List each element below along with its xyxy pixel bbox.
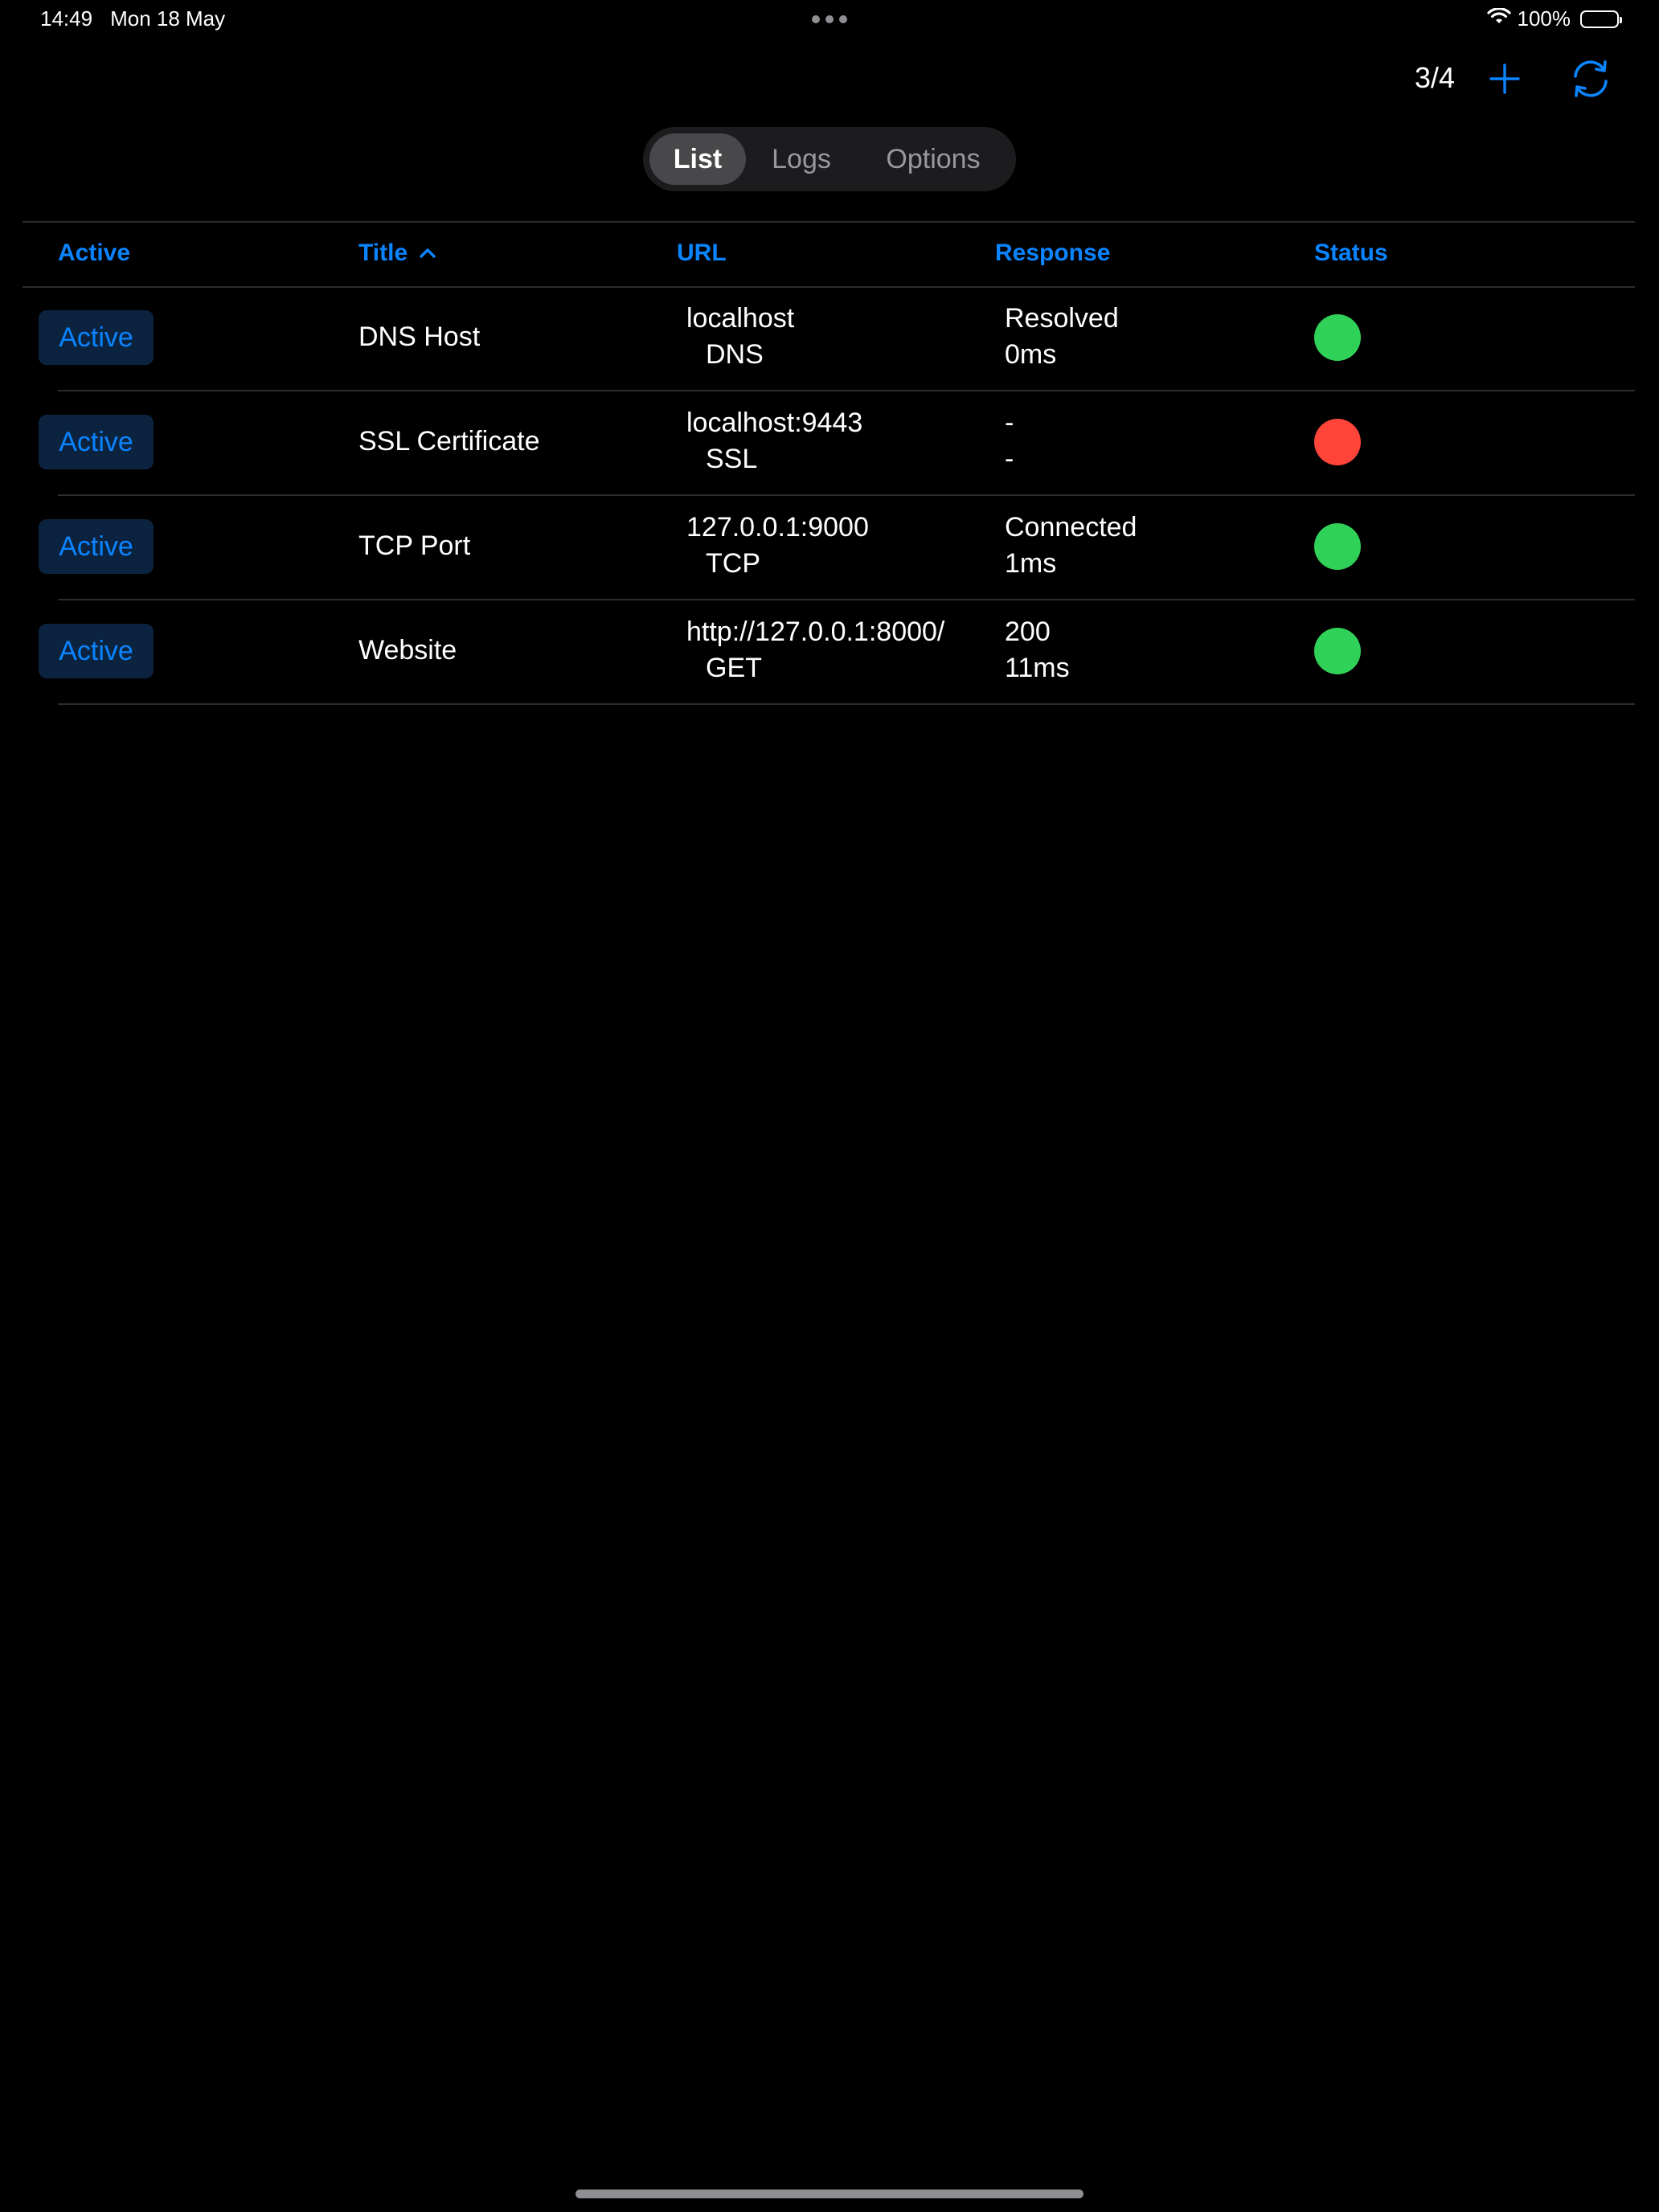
wifi-icon [1487, 6, 1511, 31]
table-row[interactable] [0, 495, 1659, 600]
row-method: TCP [706, 548, 760, 579]
row-url-cell [686, 510, 869, 582]
row-response: - [1005, 408, 1014, 438]
row-url-cell [686, 614, 944, 686]
row-response-time: 0ms [1005, 339, 1057, 370]
row-response-cell [1005, 301, 1119, 373]
row-url: 127.0.0.1:9000 [686, 512, 869, 543]
chevron-up-icon [419, 248, 436, 259]
row-response: Resolved [1005, 303, 1119, 334]
row-response-cell [1005, 614, 1070, 686]
row-divider [58, 703, 1635, 705]
column-header-title-label: Title [358, 240, 408, 266]
tab-list[interactable]: List [649, 133, 746, 185]
refresh-icon [1569, 57, 1612, 100]
row-url: http://127.0.0.1:8000/ [686, 616, 945, 647]
tab-options[interactable]: Options [886, 143, 981, 174]
table-row[interactable] [0, 391, 1659, 495]
date: Mon 18 May [110, 6, 226, 31]
row-url: localhost [686, 303, 795, 334]
row-title: SSL Certificate [358, 426, 540, 457]
multitasking-dots-icon[interactable] [812, 15, 847, 23]
active-toggle-button[interactable]: Active [39, 415, 154, 469]
row-response-cell [1005, 510, 1137, 582]
row-response: Connected [1005, 512, 1137, 543]
row-title: Website [358, 635, 457, 666]
row-url: localhost:9443 [686, 408, 863, 438]
row-method: DNS [706, 339, 764, 370]
column-header-status[interactable]: Status [1314, 240, 1388, 266]
add-button[interactable] [1482, 56, 1527, 101]
active-toggle-button[interactable]: Active [39, 310, 154, 365]
row-title: TCP Port [358, 530, 471, 561]
row-url-cell [686, 301, 794, 373]
row-response-time: 11ms [1005, 653, 1070, 683]
active-counter: 3/4 [1415, 61, 1456, 94]
row-method: SSL [706, 444, 758, 474]
status-bar-right [1487, 6, 1620, 31]
battery-icon [1580, 10, 1619, 28]
status-indicator [1314, 314, 1361, 361]
table-row[interactable] [0, 286, 1659, 391]
row-response: 200 [1005, 616, 1051, 647]
table-row[interactable] [0, 600, 1659, 704]
status-indicator [1314, 628, 1361, 674]
tab-logs[interactable]: Logs [772, 143, 831, 174]
row-title: DNS Host [358, 322, 481, 352]
row-method: GET [706, 653, 762, 683]
status-indicator [1314, 523, 1361, 570]
row-response-time: 1ms [1005, 548, 1057, 579]
battery-percentage: 100% [1517, 6, 1571, 31]
column-header-active[interactable]: Active [58, 240, 131, 266]
plus-icon [1488, 62, 1522, 96]
row-response-time: - [1005, 444, 1014, 474]
active-toggle-button[interactable]: Active [39, 624, 154, 678]
column-header-title[interactable] [358, 240, 436, 267]
table-header [0, 222, 1659, 286]
view-segmented-control [643, 127, 1016, 191]
row-response-cell [1005, 405, 1014, 477]
home-indicator[interactable] [576, 2189, 1083, 2198]
row-url-cell [686, 405, 862, 477]
status-indicator [1314, 419, 1361, 465]
status-bar-time [40, 6, 225, 31]
refresh-button[interactable] [1568, 56, 1613, 101]
active-toggle-button[interactable]: Active [39, 519, 154, 574]
clock: 14:49 [40, 6, 93, 31]
column-header-url[interactable]: URL [677, 240, 727, 266]
column-header-response[interactable]: Response [995, 240, 1111, 266]
